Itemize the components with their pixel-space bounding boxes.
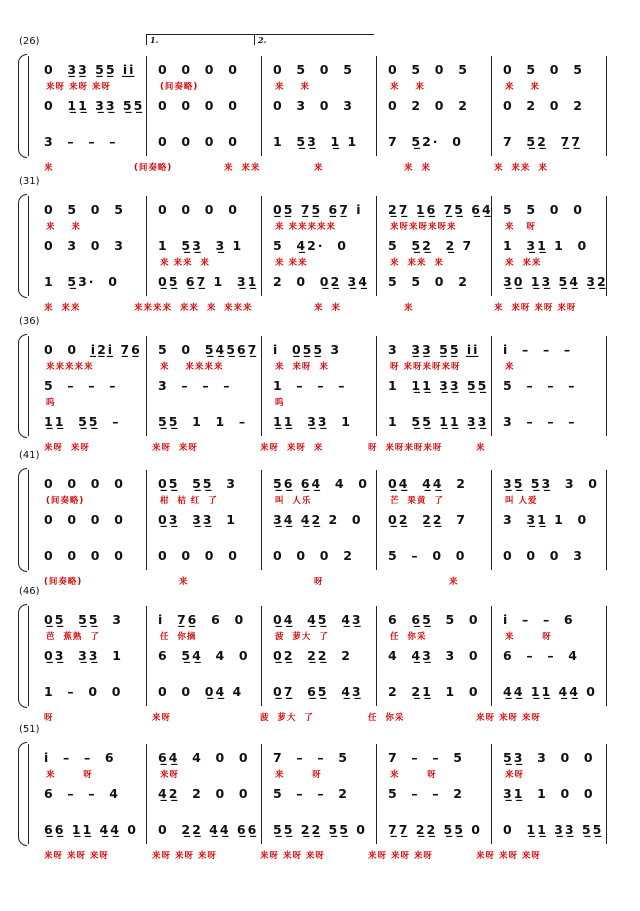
barline xyxy=(261,196,262,296)
notation-measure: 0 0 0 0 xyxy=(44,512,125,527)
barline xyxy=(376,56,377,156)
bottom-lyric: 来呀 来呀 来呀 xyxy=(152,851,217,861)
notation-measure: 5 – – – xyxy=(44,378,118,393)
system xyxy=(0,724,640,894)
barline xyxy=(606,744,607,844)
lyric-line: 来 xyxy=(505,362,515,372)
notation-measure: 6 6̲5̲ 5 0 xyxy=(388,612,480,627)
notation-measure: 1 5̲3· 0 xyxy=(44,274,119,289)
notation-measure: 3 3̲3̲ 5̲5̲ i̲i̲ xyxy=(388,342,480,357)
notation-measure: 2̲7̲ 1̲6̲ 7̲5̲ 6̲4̲ xyxy=(388,202,493,217)
barline xyxy=(28,606,29,706)
notation-measure: 0̲5̲ 5̲5̲ 3 xyxy=(158,476,237,491)
notation-measure: 5̲3̲ 3 0 0 xyxy=(503,750,595,765)
lyric-line: 来呀 来呀 来呀 xyxy=(46,82,111,92)
bottom-lyric: 来 xyxy=(44,163,54,173)
lyric-line: 来 来来 xyxy=(505,258,542,268)
notation-measure: 7 5̲2̲ 7̲7̲ xyxy=(503,134,582,149)
bottom-lyric: 来 xyxy=(476,443,486,453)
barline xyxy=(146,744,147,844)
barline xyxy=(491,470,492,570)
bottom-lyric: 来呀 来呀 来呀 xyxy=(476,851,541,861)
notation-measure: 0 1̲1̲ 3̲3̲ 5̲5̲ xyxy=(503,822,604,837)
bottom-lyric: 任 你采 xyxy=(368,713,405,723)
notation-measure: 0 5 0 5 xyxy=(503,62,584,77)
notation-measure: 0 0 0 0 xyxy=(158,62,239,77)
notation-measure: i – – 6 xyxy=(503,612,575,627)
barline xyxy=(261,470,262,570)
bottom-lyric: 来 来来 xyxy=(44,303,81,313)
notation-measure: 1 – 0 0 xyxy=(44,684,123,699)
notation-measure: 5 5̲2̲ 2̲ 7 xyxy=(388,238,474,253)
notation-measure: 0̲2̲ 2̲2̲ 2 xyxy=(273,648,352,663)
notation-measure: 7 5̲2· 0 xyxy=(388,134,463,149)
barline xyxy=(146,196,147,296)
notation-measure: 6 5̲4̲ 4 0 xyxy=(158,648,250,663)
notation-measure: 0 3 0 3 xyxy=(44,238,125,253)
barline xyxy=(606,470,607,570)
measure-number: (41) xyxy=(19,450,40,461)
notation-measure: 0̲7̲ 6̲5̲ 4̲3̲ xyxy=(273,684,363,699)
bottom-lyric: 来 来呀 来呀 来呀 xyxy=(494,303,577,313)
measure-number: (36) xyxy=(19,316,40,327)
notation-measure: 6 – – 4 xyxy=(44,786,121,801)
lyric-line: 来 来来 来 xyxy=(390,258,444,268)
notation-measure: 0 5 0 5 xyxy=(388,62,469,77)
notation-measure: 0 1̲1̲ 3̲3̲ 5̲5̲ xyxy=(44,98,145,113)
notation-measure: 0 0 0 0 xyxy=(44,476,125,491)
lyric-line: 来 呀 xyxy=(275,770,322,780)
bottom-lyric: 来 xyxy=(404,303,414,313)
notation-measure: 4̲2̲ 2 0 0 xyxy=(158,786,250,801)
lyric-line: 柑 桔 红 了 xyxy=(160,496,218,506)
lyric-line: 来 来来 来 xyxy=(160,258,210,268)
notation-measure: 3 – – – xyxy=(503,414,577,429)
bottom-lyric: 来 xyxy=(179,577,189,587)
barline xyxy=(28,336,29,436)
lyric-line: (间奏略) xyxy=(160,82,199,92)
notation-measure: 3̲1̲ 1 0 0 xyxy=(503,786,595,801)
barline xyxy=(146,606,147,706)
notation-measure: 3 3̲1̲ 1 0 xyxy=(503,512,589,527)
lyric-line: 来呀 xyxy=(505,770,525,780)
bottom-lyric: 来呀 xyxy=(152,713,172,723)
notation-measure: 7 – – 5 xyxy=(388,750,465,765)
barline xyxy=(606,56,607,156)
notation-measure: i – – 6 xyxy=(44,750,116,765)
barline xyxy=(606,336,607,436)
bottom-lyric: 菠 萝大 了 xyxy=(260,713,314,723)
lyric-line: 来 来 xyxy=(275,82,310,92)
notation-measure: 0 5 0 5 xyxy=(273,62,354,77)
notation-measure: 5̲6̲ 6̲4̲ 4 0 xyxy=(273,476,369,491)
notation-measure: 0̲5̲ 7̲5̲ 6̲7̲ i xyxy=(273,202,363,217)
lyric-line: 芒 果黄 了 xyxy=(390,496,444,506)
staff-brace xyxy=(18,604,27,708)
lyric-line: 来 呀 xyxy=(505,222,536,232)
barline xyxy=(376,196,377,296)
notation-measure: 5 – – 2 xyxy=(273,786,350,801)
notation-measure: 1 5̲5̲ 1̲1̲ 3̲3̲ xyxy=(388,414,489,429)
notation-measure: 6̲4̲ 4 0 0 xyxy=(158,750,250,765)
measure-number: (46) xyxy=(19,586,40,597)
lyric-line: 来 呀 xyxy=(505,632,552,642)
barline xyxy=(146,56,147,156)
barline xyxy=(376,470,377,570)
bottom-lyric: 来呀 来呀 xyxy=(44,443,90,453)
volta-bracket: 1. xyxy=(146,34,254,45)
bottom-lyric: 来呀 来呀 来呀 xyxy=(260,851,325,861)
staff-brace xyxy=(18,468,27,572)
notation-measure: 0̲4̲ 4̲4̲ 2 xyxy=(388,476,467,491)
bottom-lyric: 来来来来 来来 来 xyxy=(134,303,217,313)
barline xyxy=(261,606,262,706)
staff-brace xyxy=(18,742,27,846)
notation-measure: 1̲1̲ 3̲3̲ 1 xyxy=(273,414,352,429)
barline xyxy=(146,470,147,570)
notation-measure: 5 4̲2· 0 xyxy=(273,238,348,253)
lyric-line: 来 来呀 来 xyxy=(275,362,329,372)
lyric-line: 来 来 xyxy=(46,222,81,232)
notation-measure: 0 3 0 3 xyxy=(273,98,354,113)
bottom-lyric: 来呀 来呀 来呀 xyxy=(368,851,433,861)
notation-measure: 1 – – – xyxy=(273,378,347,393)
notation-measure: 1 1̲1̲ 3̲3̲ 5̲5̲ xyxy=(388,378,489,393)
lyric-line: 任 你采 xyxy=(390,632,427,642)
lyric-line: 叫 人爱 xyxy=(505,496,538,506)
notation-measure: 1 5̲3̲ 1̲ 1 xyxy=(273,134,359,149)
notation-measure: 0̲5̲ 5̲5̲ 3 xyxy=(44,612,123,627)
bottom-lyric: 来 来 xyxy=(314,303,341,313)
lyric-line: 菠 萝大 了 xyxy=(275,632,329,642)
lyric-line: 来 来来来来 xyxy=(160,362,224,372)
notation-measure: 3 – – – xyxy=(44,134,118,149)
barline xyxy=(28,56,29,156)
notation-measure: 4 4̲3̲ 3 0 xyxy=(388,648,480,663)
staff-brace xyxy=(18,334,27,438)
lyric-line: 呜 xyxy=(46,398,56,408)
barline xyxy=(491,606,492,706)
notation-measure: 5 – – 2 xyxy=(388,786,465,801)
notation-measure: 0 0 0 0 xyxy=(158,98,239,113)
bottom-lyric: 来呀 来呀 来 xyxy=(260,443,324,453)
lyric-line: 来来来来来 xyxy=(46,362,94,372)
notation-measure: 6 – – 4 xyxy=(503,648,580,663)
lyric-line: 叫 人乐 xyxy=(275,496,312,506)
bottom-lyric: 来呀 来呀 来呀 xyxy=(476,713,541,723)
barline xyxy=(491,744,492,844)
notation-measure: 2 2̲1̲ 1 0 xyxy=(388,684,480,699)
lyric-line: 来 呀 xyxy=(46,770,93,780)
notation-measure: i – – – xyxy=(503,342,573,357)
notation-measure: 3̲5̲ 5̲3̲ 3 0 xyxy=(503,476,599,491)
barline xyxy=(491,56,492,156)
notation-measure: 5 5 0 0 xyxy=(503,202,584,217)
notation-measure: 0̲3̲ 3̲3̲ 1 xyxy=(158,512,237,527)
bottom-lyric: 来 xyxy=(314,163,324,173)
barline xyxy=(28,470,29,570)
lyric-line: 来 来 xyxy=(505,82,540,92)
bottom-lyric: 呀 xyxy=(44,713,54,723)
notation-measure: 0 0 0 0 xyxy=(158,202,239,217)
barline xyxy=(376,744,377,844)
notation-measure: 5̲5̲ 2̲2̲ 5̲5̲ 0 xyxy=(273,822,367,837)
bottom-lyric: 来呀 来呀 xyxy=(152,443,198,453)
notation-measure: 0 0 0 3 xyxy=(503,548,584,563)
notation-measure: 0 0 i̲2̲i̲ 7̲6̲ xyxy=(44,342,142,357)
barline xyxy=(261,56,262,156)
notation-measure: 0 0 0 0 xyxy=(44,548,125,563)
lyric-line: 来呀来呀来呀来 xyxy=(390,222,457,232)
notation-measure: 2 0 0̲2̲ 3̲4̲ xyxy=(273,274,369,289)
bottom-lyric: (间奏略) xyxy=(44,577,83,587)
bottom-lyric: 呀 xyxy=(314,577,324,587)
barline xyxy=(606,606,607,706)
barline xyxy=(28,744,29,844)
notation-measure: 1 5̲3̲ 3̲ 1 xyxy=(158,238,244,253)
staff-brace xyxy=(18,194,27,298)
lyric-line: 来 来 xyxy=(390,82,425,92)
barline xyxy=(261,336,262,436)
bottom-lyric: 来来来 xyxy=(224,303,253,313)
notation-measure: 0̲5̲ 6̲7̲ 1 3̲1̲ xyxy=(158,274,259,289)
notation-measure: 0̲3̲ 3̲3̲ 1 xyxy=(44,648,123,663)
notation-measure: 5 – 0 0 xyxy=(388,548,467,563)
notation-measure: 0̲2̲ 2̲2̲ 7 xyxy=(388,512,467,527)
lyric-line: 呀 来呀来呀来呀 xyxy=(390,362,461,372)
bottom-lyric: 呀 来呀来呀来呀 xyxy=(368,443,443,453)
lyric-line: 来 来来来来来 xyxy=(275,222,336,232)
lyric-line: 任 你摘 xyxy=(160,632,197,642)
notation-measure: i 7̲6̲ 6 0 xyxy=(158,612,246,627)
notation-measure: 0 0 0̲4̲ 4 xyxy=(158,684,244,699)
notation-measure: 0 5 0 5 xyxy=(44,202,125,217)
bottom-lyric: (间奏略) xyxy=(134,163,173,173)
notation-measure: 5 – – – xyxy=(503,378,577,393)
barline xyxy=(28,196,29,296)
notation-measure: 0 2 0 2 xyxy=(388,98,469,113)
notation-measure: 3̲4̲ 4̲2̲ 2 0 xyxy=(273,512,363,527)
notation-measure: 6̲6̲ 1̲1̲ 4̲4̲ 0 xyxy=(44,822,138,837)
notation-measure: i 0̲5̲5̲ 3 xyxy=(273,342,342,357)
notation-measure: 7̲7̲ 2̲2̲ 5̲5̲ 0 xyxy=(388,822,482,837)
lyric-line: 呜 xyxy=(275,398,285,408)
bottom-lyric: 来 来来 xyxy=(224,163,261,173)
lyric-line: 芭 蕉熟 了 xyxy=(46,632,100,642)
barline xyxy=(146,336,147,436)
bottom-lyric: 来呀 来呀 来呀 xyxy=(44,851,109,861)
measure-number: (31) xyxy=(19,176,40,187)
bottom-lyric: 来 来来 来 xyxy=(494,163,548,173)
notation-measure: 0 3̲3̲ 5̲5̲ i̲i̲ xyxy=(44,62,136,77)
barline xyxy=(376,606,377,706)
notation-measure: 3̲0̲ 1̲3̲ 5̲4̲ 3̲2̲ xyxy=(503,274,608,289)
notation-measure: 0 2̲2̲ 4̲4̲ 6̲6̲ xyxy=(158,822,259,837)
staff-brace xyxy=(18,54,27,158)
bottom-lyric: 来 xyxy=(449,577,459,587)
barline xyxy=(491,336,492,436)
notation-measure: 0 0 0 0 xyxy=(158,134,239,149)
measure-number: (26) xyxy=(19,36,40,47)
notation-measure: 4̲4̲ 1̲1̲ 4̲4̲ 0 xyxy=(503,684,597,699)
lyric-line: 来 呀 xyxy=(390,770,437,780)
notation-measure: 0 2 0 2 xyxy=(503,98,584,113)
lyric-line: 来 来来 xyxy=(275,258,308,268)
notation-measure: 0 0 0 2 xyxy=(273,548,354,563)
volta-bracket: 2. xyxy=(254,34,374,45)
lyric-line: (间奏略) xyxy=(46,496,85,506)
notation-measure: 5 5 0 2 xyxy=(388,274,469,289)
lyric-line: 来呀 xyxy=(160,770,180,780)
measure-number: (51) xyxy=(19,724,40,735)
notation-measure: 1̲1̲ 5̲5̲ – xyxy=(44,414,121,429)
notation-measure: 0 0 0 0 xyxy=(158,548,239,563)
barline xyxy=(261,744,262,844)
notation-measure: 7 – – 5 xyxy=(273,750,350,765)
notation-measure: 5 0 5̲4̲5̲6̲7̲ xyxy=(158,342,259,357)
barline xyxy=(376,336,377,436)
notation-measure: 1 3̲1̲ 1 0 xyxy=(503,238,589,253)
notation-measure: 3 – – – xyxy=(158,378,232,393)
notation-measure: 0̲4̲ 4̲5̲ 4̲3̲ xyxy=(273,612,363,627)
bottom-lyric: 来 来 xyxy=(404,163,431,173)
notation-measure: 5̲5̲ 1 1 – xyxy=(158,414,248,429)
